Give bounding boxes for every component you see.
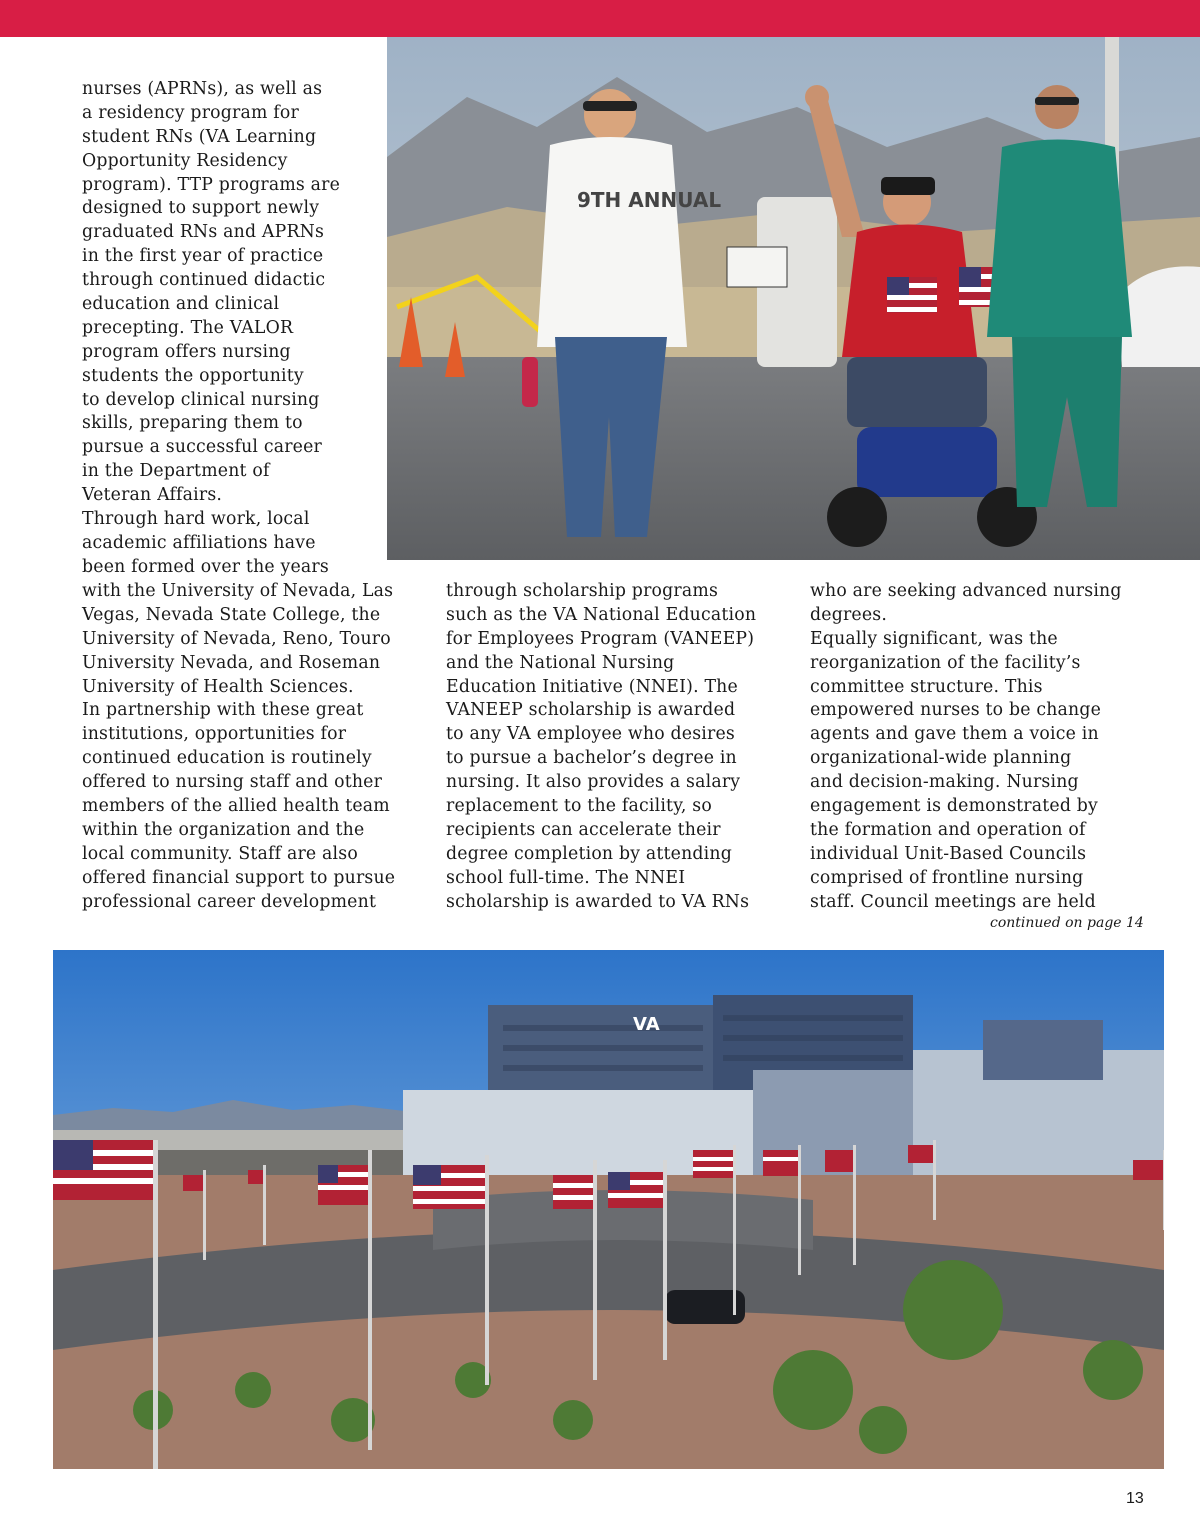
text-line: who are seeking advanced nursing bbox=[810, 581, 1122, 601]
text-line: for Employees Program (VANEEP) bbox=[446, 628, 755, 649]
text-line: local community. Staff are also bbox=[82, 843, 358, 864]
text-line: to develop clinical nursing bbox=[82, 389, 320, 410]
text-line: within the organization and the bbox=[82, 819, 365, 840]
continued-note: continued on page 14 bbox=[990, 915, 1144, 931]
text-line: agents and gave them a voice in bbox=[810, 724, 1099, 745]
text-line: and the National Nursing bbox=[446, 652, 675, 673]
text-line: reorganization of the facility’s bbox=[810, 652, 1081, 673]
text-line: precepting. The VALOR bbox=[82, 317, 294, 338]
text-line: members of the allied health team bbox=[82, 796, 390, 817]
text-line: program offers nursing bbox=[82, 341, 291, 362]
top-color-bar bbox=[0, 0, 1200, 37]
text-line: VANEEP scholarship is awarded bbox=[446, 700, 736, 721]
text-line: to pursue a bachelor’s degree in bbox=[446, 748, 737, 769]
text-column-3 bbox=[810, 580, 1122, 914]
text-line: Through hard work, local bbox=[82, 509, 310, 530]
text-line: the formation and operation of bbox=[810, 819, 1086, 840]
text-line: University of Health Sciences. bbox=[82, 676, 354, 697]
va-medical-center-photo bbox=[53, 950, 1164, 1469]
text-line: individual Unit-Based Councils bbox=[810, 843, 1087, 864]
text-line: pursue a successful career bbox=[82, 437, 322, 458]
text-line: program). TTP programs are bbox=[82, 174, 341, 195]
text-line: with the University of Nevada, Las bbox=[82, 581, 394, 601]
veterans-event-photo bbox=[387, 37, 1200, 560]
text-line: nursing. It also provides a salary bbox=[446, 772, 741, 793]
text-line: graduated RNs and APRNs bbox=[82, 222, 325, 243]
va-logo: VA bbox=[633, 1014, 660, 1035]
text-line: degrees. bbox=[810, 604, 888, 625]
text-line: Equally significant, was the bbox=[810, 628, 1058, 649]
text-line: comprised of frontline nursing bbox=[810, 867, 1084, 888]
text-line: designed to support newly bbox=[82, 198, 320, 219]
text-line: empowered nurses to be change bbox=[810, 700, 1102, 721]
text-column-1-bottom bbox=[82, 580, 395, 914]
text-line: academic affiliations have bbox=[82, 532, 316, 553]
text-column-1-top bbox=[82, 78, 340, 580]
text-line: University Nevada, and Roseman bbox=[82, 652, 381, 673]
text-line: staff. Council meetings are held bbox=[810, 891, 1096, 912]
shirt-text: 9TH ANNUAL bbox=[577, 188, 722, 212]
text-line: student RNs (VA Learning bbox=[82, 126, 317, 147]
text-line: in the first year of practice bbox=[82, 246, 324, 267]
text-line: Vegas, Nevada State College, the bbox=[82, 604, 381, 625]
text-line: nurses (APRNs), as well as bbox=[82, 79, 323, 99]
text-line: to any VA employee who desires bbox=[446, 724, 735, 745]
text-line: in the Department of bbox=[82, 461, 270, 482]
text-line: students the opportunity bbox=[82, 365, 304, 386]
text-line: University of Nevada, Reno, Touro bbox=[82, 628, 391, 649]
text-line: degree completion by attending bbox=[446, 843, 732, 864]
text-line: scholarship is awarded to VA RNs bbox=[446, 891, 750, 912]
text-line: a residency program for bbox=[82, 102, 299, 123]
text-line: recipients can accelerate their bbox=[446, 819, 721, 840]
text-line: such as the VA National Education bbox=[446, 604, 757, 625]
text-line: continued education is routinely bbox=[82, 748, 372, 769]
text-line: institutions, opportunities for bbox=[82, 724, 347, 745]
text-line: been formed over the years bbox=[82, 556, 329, 577]
text-line: engagement is demonstrated by bbox=[810, 796, 1099, 817]
text-line: offered to nursing staff and other bbox=[82, 772, 383, 793]
text-line: replacement to the facility, so bbox=[446, 796, 712, 817]
page-number: 13 bbox=[1126, 1490, 1144, 1507]
text-line: school full-time. The NNEI bbox=[446, 867, 686, 888]
text-line: professional career development bbox=[82, 891, 377, 912]
text-line: organizational-wide planning bbox=[810, 748, 1072, 769]
text-line: through scholarship programs bbox=[446, 581, 719, 601]
text-line: Opportunity Residency bbox=[82, 150, 288, 171]
text-line: committee structure. This bbox=[810, 676, 1043, 697]
text-line: education and clinical bbox=[82, 294, 280, 315]
text-line: offered financial support to pursue bbox=[82, 867, 396, 888]
text-line: and decision-making. Nursing bbox=[810, 772, 1079, 793]
text-line: Veteran Affairs. bbox=[82, 485, 223, 506]
text-column-2 bbox=[446, 580, 756, 914]
text-line: In partnership with these great bbox=[82, 700, 364, 721]
text-line: skills, preparing them to bbox=[82, 413, 303, 434]
text-line: Education Initiative (NNEI). The bbox=[446, 676, 738, 697]
text-line: through continued didactic bbox=[82, 270, 326, 291]
